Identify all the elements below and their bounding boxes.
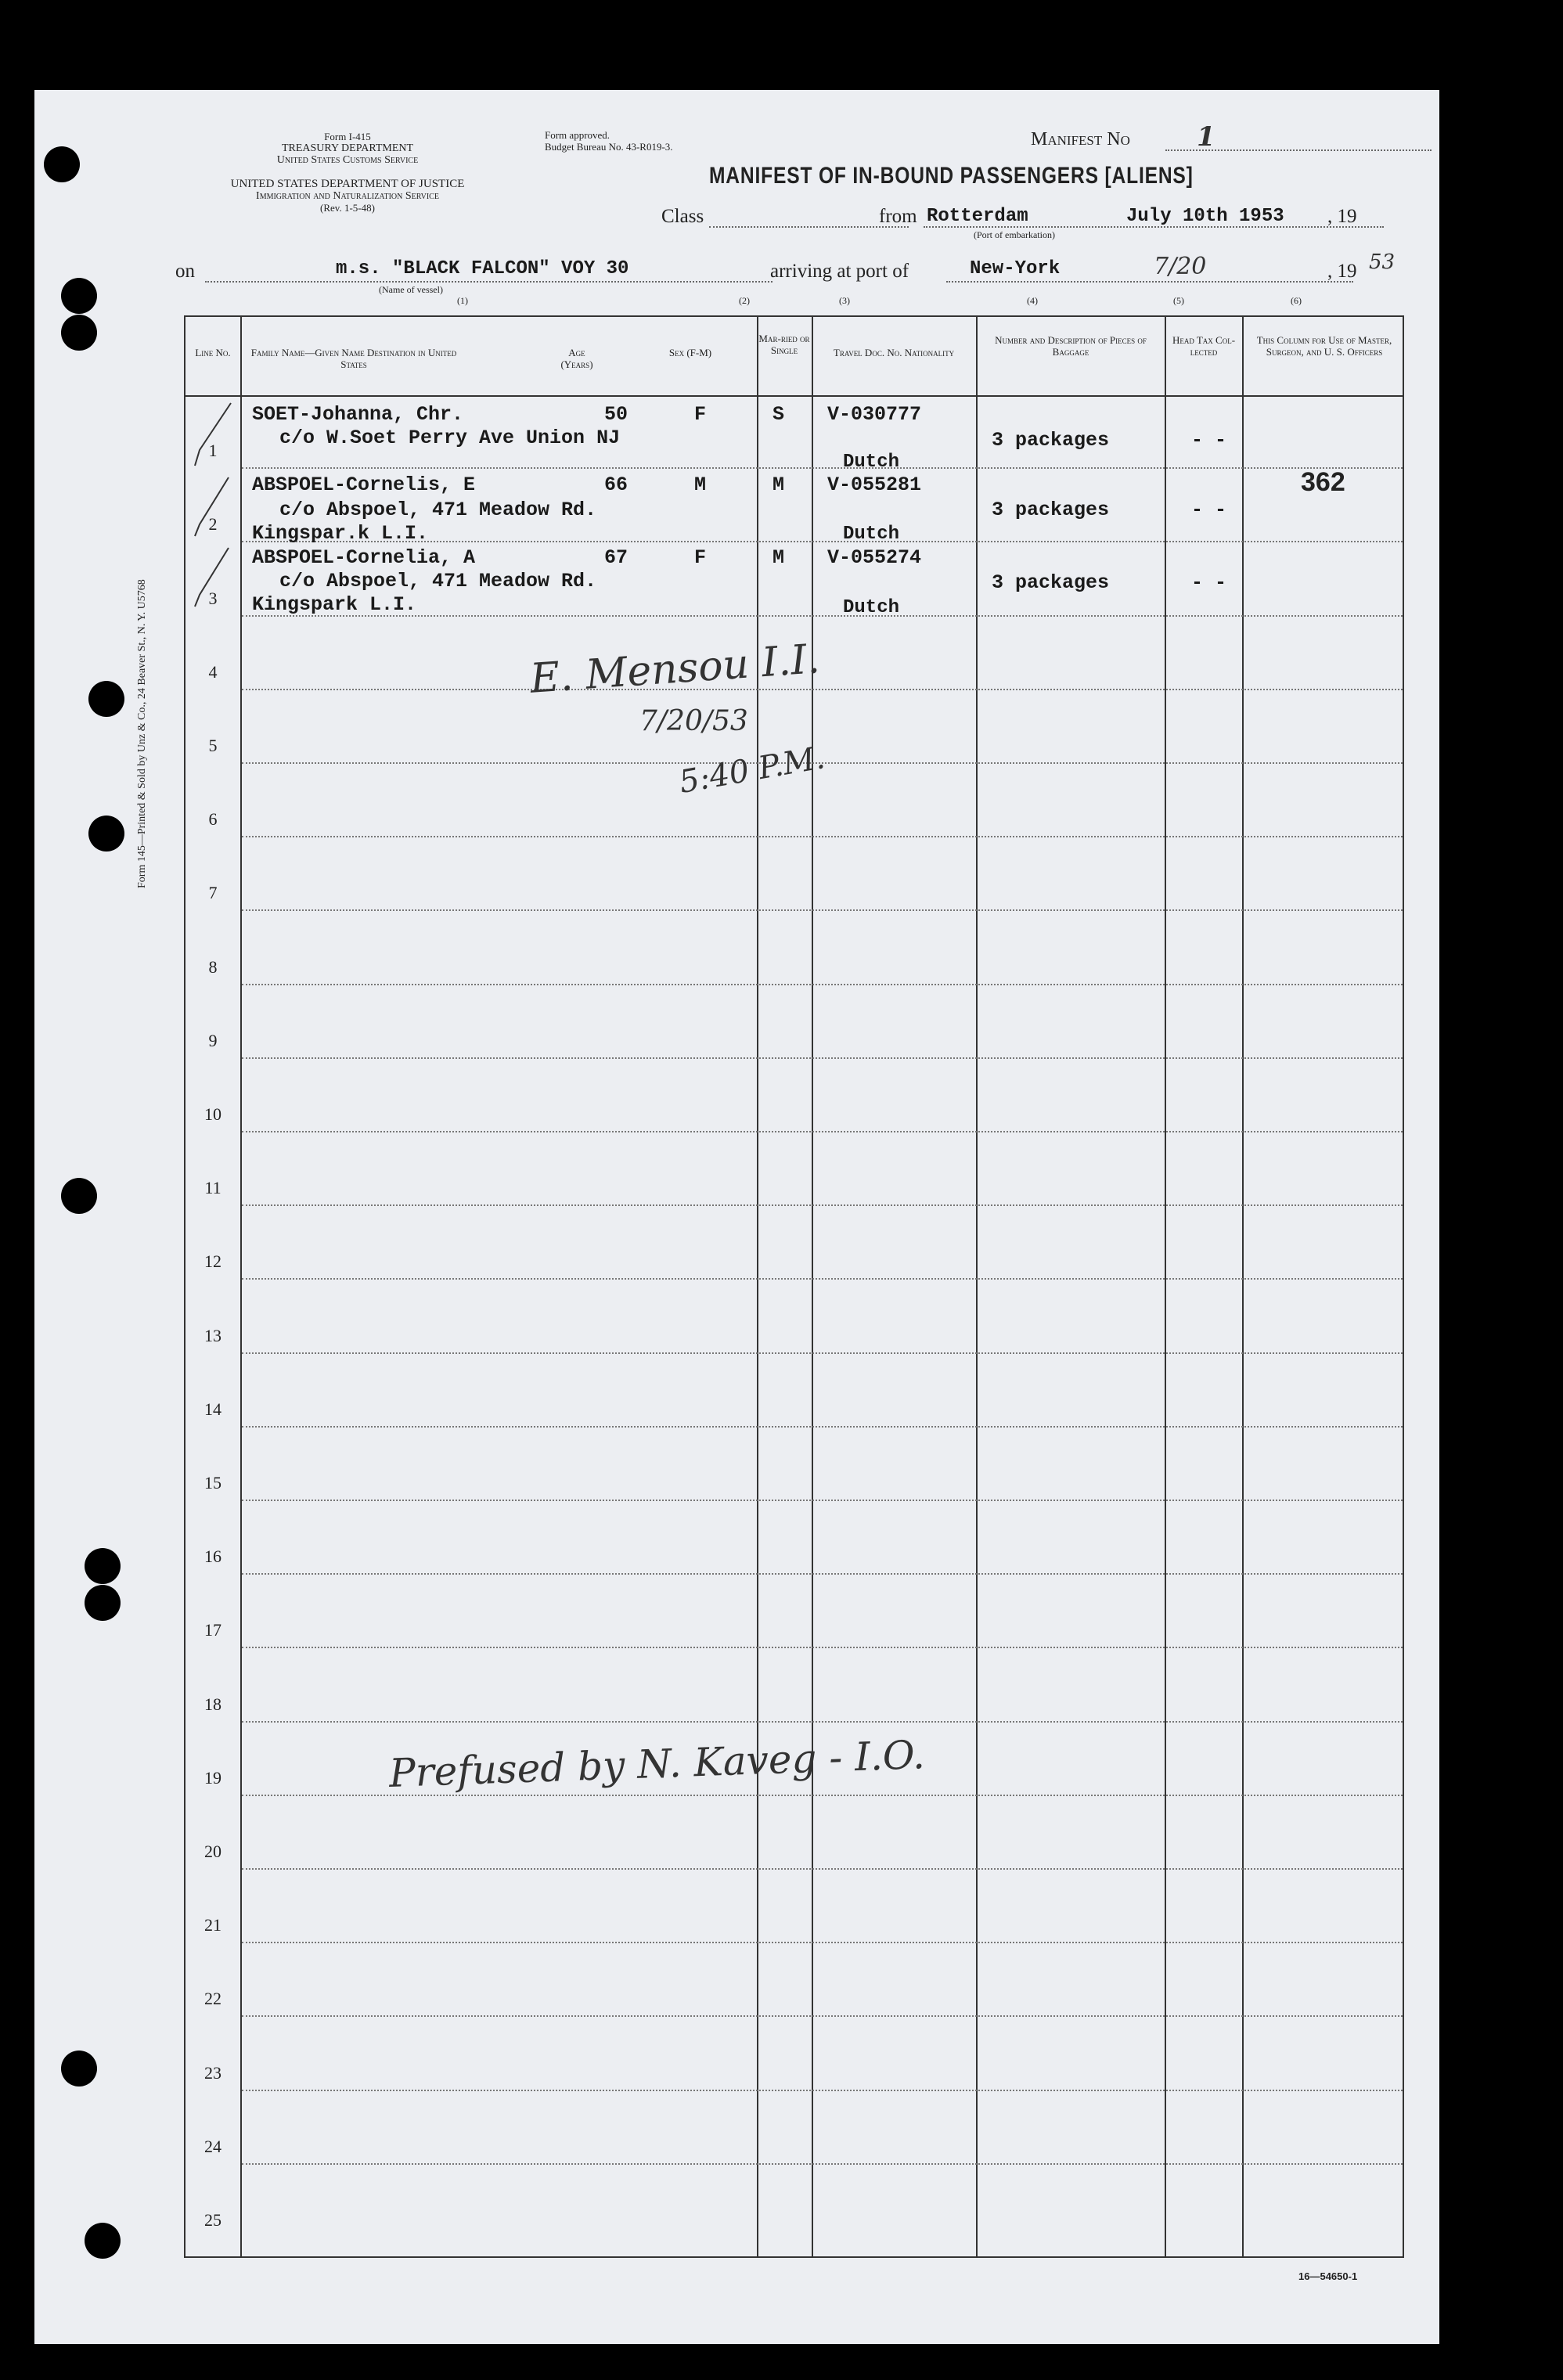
on-label: on [175,261,195,282]
binder-hole [88,816,124,852]
arrival-year-prefix: , 19 [1327,261,1357,282]
row-divider [242,1573,1403,1575]
row-divider [242,1352,1403,1354]
dept-immigration: Immigration and Naturalization Service [256,190,439,202]
line-number: 22 [204,1989,221,2009]
manifest-sheet [34,90,1439,2344]
row-divider [242,1868,1403,1870]
row-divider [242,1057,1403,1059]
binder-hole [61,315,97,351]
col-header-head-tax: Head Tax Col-lected [1172,334,1236,358]
col-num-2: (2) [739,295,750,306]
passenger-destination-2: Kingspar.k L.I. [252,522,429,545]
passenger-sex: F [694,546,707,569]
revision: (Rev. 1-5-48) [320,202,375,214]
year-prefix: , 19 [1327,206,1357,227]
binder-hole [85,2223,121,2259]
row-divider [242,689,1403,690]
line-number: 9 [208,1030,218,1050]
line-number: 3 [208,588,218,608]
col-header-name: Family Name—Given Name Destination in United States [250,347,457,370]
passenger-nationality: Dutch [843,597,900,618]
inspection-date: 7/20/53 [639,705,748,737]
line-number: 11 [204,1178,221,1198]
binder-hole [44,146,80,182]
line-number: 17 [204,1620,221,1640]
row-divider [242,467,1403,469]
binder-hole [61,278,97,314]
passenger-baggage: 3 packages [992,571,1110,594]
row-divider [242,1500,1403,1501]
dept-customs: United States Customs Service [276,154,419,166]
passenger-sex: F [694,403,707,426]
line-number: 21 [204,1915,221,1935]
passenger-name: SOET-Johanna, Chr. [252,403,464,426]
binder-hole [85,1548,121,1584]
passenger-doc: V-055274 [827,546,922,569]
line-number: 12 [204,1251,221,1272]
line-number: 2 [208,514,218,535]
line-number: 10 [204,1104,221,1124]
line-number: 20 [204,1842,221,1861]
row-divider [242,1131,1403,1132]
row-divider [242,836,1403,837]
binder-hole [85,1585,121,1621]
row-divider [242,1721,1403,1723]
col-num-5: (5) [1173,295,1184,306]
officer-count: 362 [1301,467,1345,497]
arriving-label: arriving at port of [770,261,909,282]
vessel-caption: (Name of vessel) [379,284,443,295]
row-divider [242,2090,1403,2091]
embarkation-port: Rotterdam [927,206,1028,227]
row-divider [242,1647,1403,1648]
binder-hole [61,2051,97,2087]
passenger-doc: V-030777 [827,403,922,426]
arrival-date: 7/20 [1154,253,1207,280]
passenger-destination: c/o W.Soet Perry Ave Union NJ [279,427,621,449]
passenger-destination-2: Kingspark L.I. [252,593,417,616]
printer-side-text: Form 145—Printed & Sold by Unz & Co., 24 Beaver St., N. Y. U5768 [136,579,148,888]
line-number: 14 [204,1399,221,1419]
footer-code: 16—54650-1 [1298,2270,1358,2282]
from-label: from [879,206,917,227]
col-header-married: Mar-ried or Single [758,333,810,356]
row-divider [242,1942,1403,1943]
passenger-married: M [772,473,785,496]
passenger-baggage: 3 packages [992,499,1110,521]
passenger-married: S [772,403,785,426]
col-num-6: (6) [1291,295,1302,306]
check-marks [185,395,248,630]
passenger-age: 67 [604,546,628,569]
form-number: Form I-415 [324,131,371,142]
passenger-nationality: Dutch [843,452,900,473]
passenger-sex: M [694,473,707,496]
dept-treasury: TREASURY DEPARTMENT [281,142,414,154]
binder-hole [88,681,124,717]
col-header-age: Age (Years) [560,347,593,370]
passenger-destination: c/o Abspoel, 471 Meadow Rd. [279,499,597,521]
arrival-year: 53 [1369,250,1396,274]
manifest-table [184,315,1404,2258]
passenger-destination: c/o Abspoel, 471 Meadow Rd. [279,570,597,592]
line-number: 23 [204,2062,221,2083]
row-divider [242,984,1403,985]
passenger-name: ABSPOEL-Cornelis, E [252,473,476,496]
line-number: 4 [208,661,218,682]
budget-bureau: Budget Bureau No. 43-R019-3. [545,141,673,153]
passenger-baggage: 3 packages [992,429,1110,452]
manifest-title: MANIFEST OF IN-BOUND PASSENGERS [ALIENS] [709,163,1194,189]
passenger-married: M [772,546,785,569]
departure-date: July 10th 1953 [1126,206,1284,227]
row-divider [242,1278,1403,1280]
line-number: 13 [204,1325,221,1345]
inspector-signature: E. Mensou I.I. [528,636,822,703]
col-header-baggage: Number and Description of Pieces of Baggage [995,334,1147,358]
row-divider [242,1426,1403,1428]
manifest-number: 1 [1197,121,1215,153]
port-caption: (Port of embarkation) [974,229,1055,240]
col-num-3: (3) [839,295,850,306]
col-header-travel-doc: Travel Doc. No. Nationality [833,347,955,358]
line-number: 24 [204,2136,221,2156]
passenger-age: 50 [604,403,628,426]
class-label: Class [661,206,704,227]
col-num-4: (4) [1027,295,1038,306]
arrival-port: New-York [970,258,1061,279]
line-number: 7 [208,883,218,903]
line-number: 15 [204,1473,221,1492]
col-header-officers: This Column for Use of Master, Surgeon, and U. S. Officers [1256,334,1392,358]
passenger-head-tax: - - [1191,429,1227,452]
col-header-sex: Sex (F-M) [668,347,712,358]
vessel-name: m.s. "BLACK FALCON" VOY 30 [336,258,629,279]
passenger-head-tax: - - [1191,499,1227,521]
row-divider [242,2163,1403,2165]
line-number: 18 [204,1694,221,1714]
line-number: 16 [204,1546,221,1567]
row-divider [242,909,1403,911]
passenger-name: ABSPOEL-Cornelia, A [252,546,476,569]
passenger-nationality: Dutch [843,524,900,545]
line-number: 8 [208,956,218,977]
manifest-no-label: Manifest No [1031,129,1130,149]
row-divider [242,2015,1403,2017]
line-number: 19 [204,1767,221,1788]
line-number: 6 [208,809,218,830]
inspection-time: 5:40 P.M. [676,740,828,801]
col-header-line: Line No. [195,347,231,358]
dept-justice: UNITED STATES DEPARTMENT OF JUSTICE [230,178,465,190]
passenger-age: 66 [604,473,628,496]
passenger-doc: V-055281 [827,473,922,496]
row-divider [242,1204,1403,1206]
binder-hole [61,1178,97,1214]
form-approved: Form approved. [545,129,610,141]
passenger-head-tax: - - [1191,571,1227,594]
col-num-1: (1) [457,295,468,306]
line-number: 25 [204,2210,221,2230]
line-number: 1 [208,441,218,461]
prefused-signature: Prefused by N. Kaveg - I.O. [388,1732,926,1796]
line-number: 5 [208,736,218,755]
